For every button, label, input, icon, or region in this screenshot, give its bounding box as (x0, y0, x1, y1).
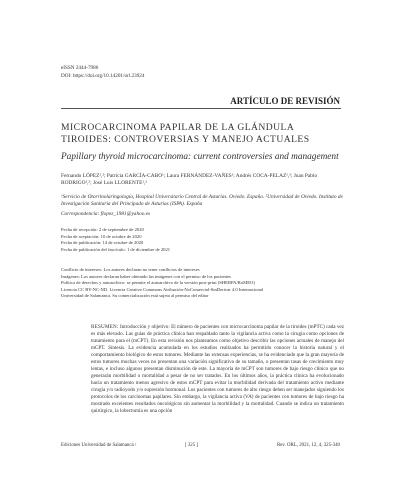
footer-page-number: [ 325 ] (185, 443, 199, 448)
footer-publisher: Ediciones Universidad de Salamanca / (61, 443, 137, 448)
publisher-note: Universidad de Salamanca. Su comercialización está sujeta al permiso del editor (61, 293, 209, 299)
doi-link[interactable]: DOI: https://doi.org/10.14201/orl.23924 (61, 72, 145, 79)
title-english: Papillary thyroid microcarcinoma: current controversies and management (61, 152, 339, 162)
correspondence-email[interactable]: Correspondencia: flopez_1981@yahoo.es (61, 211, 151, 217)
date-issue-published: Fecha de publicación del fascículo: 1 de diciembre de 2021 (61, 246, 171, 252)
title-spanish: MICROCARCINOMA PAPILAR DE LA GLÁNDULA TIROIDES: CONTROVERSIAS Y MANEJO ACTUALES (61, 122, 310, 145)
self-archiving-policy: Política de derechos y autoarchivo: se permite el autoarchivo de la versión post-print (SHERPA/RoMEO) (61, 280, 255, 286)
date-published: Fecha de publicación: 14 de octubre de 2020 (61, 240, 144, 246)
dates-block (61, 227, 170, 253)
abstract-text: Introducción y objetivo: El número de pacientes con microcarcinoma papilar de la tiroides (mPTC) cada vez es más elevado. Las guías de práctica clínica han respaldado tanto la vigilancia activa como la cirugía como opciones de tratamiento para el (mCPT). En esta revisión nos planteamos como objetivo describir las opciones actuales de manejo del mCPT. Síntesis. La evidencia acumulada en los estudios realizados ha permitido conocer la historia natural y el comportamiento biológico de estos tumores. Mediante las extensas experiencias, se ha evidenciado que la gran mayoría de estos tumores muchas veces no presentan una variación significativa de su tamaño, o presentan tasas de crecimiento muy lentas, e incluso algunos presentan disminución de este. La mayoría de mCPT son tumores de bajo riesgo clínico que no generarán morbilidad o mortalidad a pesar de no ser tratados. En los últimos años, la práctica clínica ha evolucionado hacia un tratamiento menos agresivo de estos mCPT para evitar la morbilidad derivada del tratamiento activo mediante cirugía y/o radioyodo y/o supresión hormonal. Los pacientes con tumores de alto riesgo deben ser manejados siguiendo los protocolos de los carcinomas papilares. Sin embargo, la vigilancia activa (VA) de pacientes con tumores de bajo riesgo ha mostrado excelentes resultados oncológicos sin aumentar la morbilidad y la mortalidad. Cuando se indica un tratamiento quirúrgico, la lobectomía es una opción (91, 324, 344, 414)
affiliations: ¹Servicio de Otorrinolaringología, Hospital Universitario Central de Asturias. Oviedo. España. ²Universidad de Oviedo. Instituto de Investigación Sanitaria del Principado de Asturias (ISPA). España (61, 194, 343, 208)
abstract-heading: RESUMEN: (91, 324, 119, 330)
legal-block (61, 267, 344, 300)
license-statement[interactable]: Licencia CC BY-NC-ND. Licencia Creative Commons Atribución-NoComercial-SinDerivar 4.0 Internacional (61, 286, 264, 292)
section-type-heading: ARTÍCULO DE REVISIÓN (230, 96, 340, 106)
images-statement: Imágenes: Los autores declaran haber obtenido las imágenes con el permiso de los pacientes (61, 273, 231, 279)
authors-list: Fernando LÓPEZ¹,²; Patricia GARCÍA-CABO¹; Laura FERNÁNDEZ-VAÑES¹; Andrés COCA-PELAZ¹,²; Juan Pablo RODRIGO¹,²; José Luis LLORENTE¹,² (61, 173, 318, 187)
identifiers-block (61, 65, 144, 80)
abstract (91, 324, 344, 415)
eissn-text: eISSN 2444-7986 (61, 65, 99, 71)
date-received: Fecha de recepción: 2 de septiembre de 2020 (61, 227, 144, 232)
header-divider (61, 108, 341, 109)
footer-citation: Rev. ORL, 2021, 12, 4, 325-340 (277, 443, 340, 448)
conflict-of-interest: Conflicto de intereses: Los autores declaran no tener conflictos de intereses (61, 267, 200, 272)
date-accepted: Fecha de aceptación: 10 de octubre de 2020 (61, 233, 142, 239)
